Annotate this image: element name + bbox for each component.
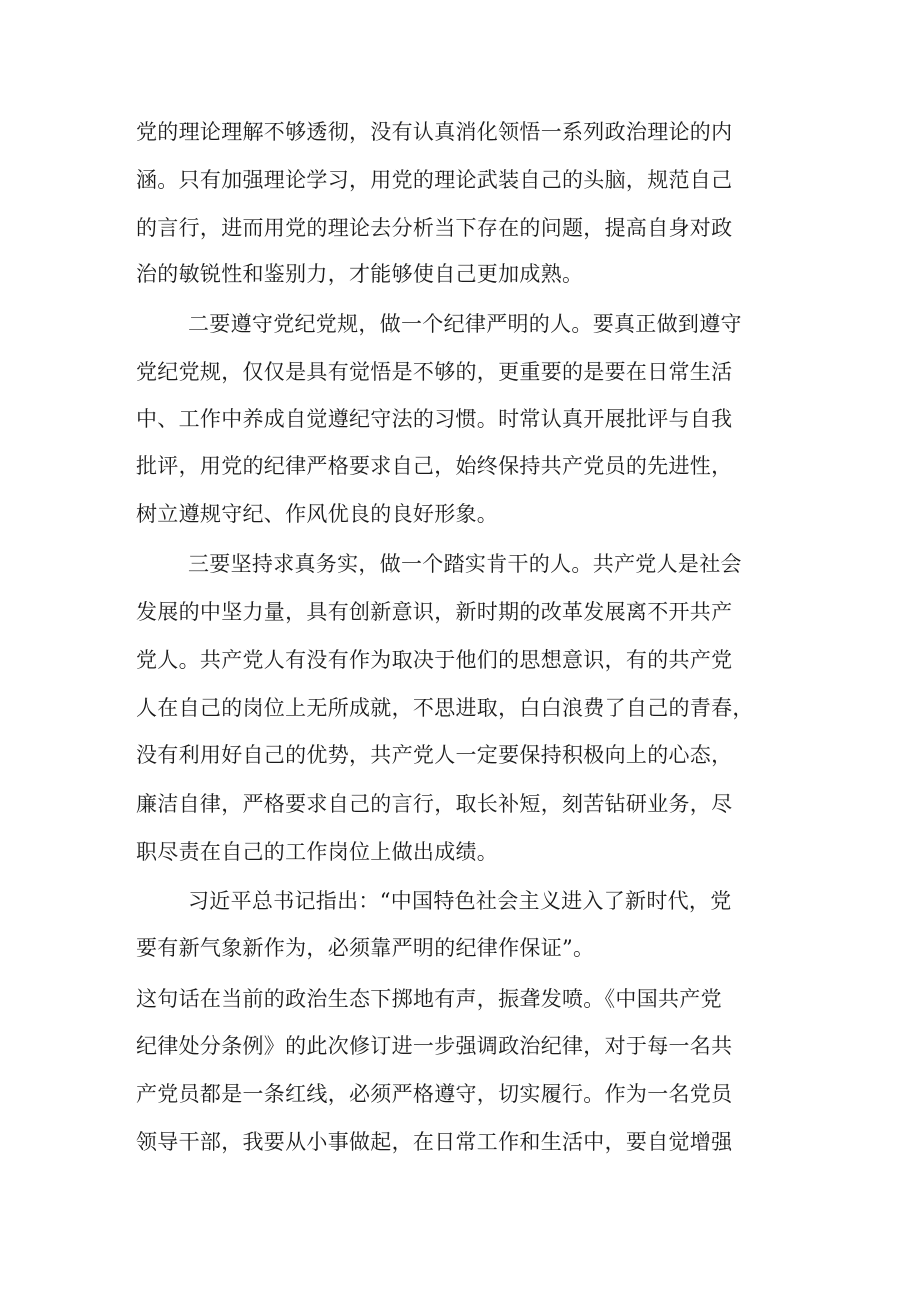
- text-line: 发展的中坚力量，具有创新意识，新时期的改革发展离不开共产: [136, 600, 733, 624]
- text-line: 党的理论理解不够透彻，没有认真消化领悟一系列政治理论的内: [136, 120, 733, 144]
- text-line: 涵。只有加强理论学习，用党的理论武装自己的头脑，规范自己: [136, 168, 733, 192]
- paragraph-first-line: 习近平总书记指出：“中国特色社会主义进入了新时代，党: [188, 889, 732, 913]
- paragraph-first-line: 三要坚持求真务实，做一个踏实肯干的人。共产党人是社会: [188, 552, 742, 576]
- paragraph-first-line: 二要遵守党纪党规，做一个纪律严明的人。要真正做到遵守: [188, 312, 742, 336]
- text-line: 要有新气象新作为，必须靠严明的纪律作保证”。: [136, 936, 595, 960]
- text-line: 人在自己的岗位上无所成就，不思进取，白白浪费了自己的青春，: [136, 696, 754, 720]
- text-line: 这句话在当前的政治生态下掷地有声，振聋发喷。《中国共产党: [136, 987, 722, 1011]
- text-line: 树立遵规守纪、作风优良的良好形象。: [136, 502, 499, 526]
- text-line: 廉洁自律，严格要求自己的言行，取长补短，刻苦钻研业务，尽: [136, 792, 733, 816]
- text-line: 批评，用党的纪律严格要求自己，始终保持共产党员的先进性，: [136, 454, 733, 478]
- text-line: 领导干部，我要从小事做起，在日常工作和生活中，要自觉增强: [136, 1130, 733, 1154]
- text-line: 没有利用好自己的优势，共产党人一定要保持积极向上的心态，: [136, 743, 733, 767]
- text-line: 产党员都是一条红线，必须严格遵守，切实履行。作为一名党员: [136, 1082, 733, 1106]
- text-line: 纪律处分条例》的此次修订进一步强调政治纪律，对于每一名共: [136, 1034, 733, 1058]
- text-line: 党纪党规，仅仅是具有觉悟是不够的，更重要的是要在日常生活: [136, 360, 733, 384]
- text-line: 的言行，进而用党的理论去分析当下存在的问题，提高自身对政: [136, 216, 733, 240]
- text-line: 职尽责在自己的工作岗位上做出成绩。: [136, 840, 499, 864]
- text-line: 党人。共产党人有没有作为取决于他们的思想意识，有的共产党: [136, 648, 733, 672]
- text-line: 中、工作中养成自觉遵纪守法的习惯。时常认真开展批评与自我: [136, 407, 733, 431]
- text-line: 治的敏锐性和鉴别力，才能够使自己更加成熟。: [136, 262, 584, 286]
